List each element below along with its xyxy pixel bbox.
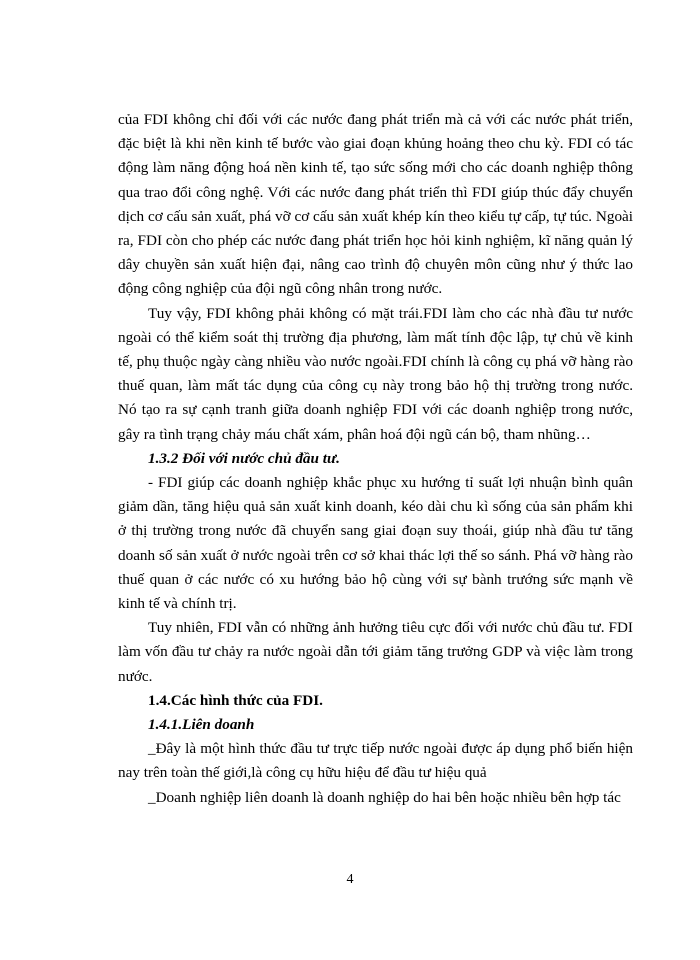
heading-1-3-2: 1.3.2 Đối với nước chủ đầu tư. (148, 449, 340, 467)
paragraph-joint-venture-intro: _Đây là một hình thức đầu tư trực tiếp nước ngoài được áp dụng phổ biến hiện nay trên toàn thế giới,là công cụ hữu hiệu để đầu tư hiệu quả (118, 740, 633, 782)
paragraph-fdi-drawbacks: Tuy vậy, FDI không phải không có mặt trái.FDI làm cho các nhà đầu tư nước ngoài có thể kiểm soát thị trường địa phương, làm mất tính độc lập, tự chủ về kinh tế, phụ thuộc ngày càng nhiều vào nước ngoài.FDI chính là công cụ phá vỡ hàng rào thuế quan, làm mất tác dụng của công cụ này trong bảo hộ thị trường trong nước. Nó tạo ra sự cạnh tranh giữa doanh nghiệp FDI với các doanh nghiệp trong nước, gây ra tình trạng chảy máu chất xám, phân hoá đội ngũ cán bộ, tham nhũng… (118, 304, 633, 443)
paragraph-investor-negatives: Tuy nhiên, FDI vẫn có những ảnh hưởng tiêu cực đối với nước chủ đầu tư. FDI làm vốn đầu tư chảy ra nước ngoài dẫn tới giảm tăng trưởng GDP và việc làm trong nước. (118, 619, 633, 685)
paragraph-fdi-benefits: của FDI không chỉ đối với các nước đang phát triển mà cả với các nước phát triển, đặc biệt là khi nền kinh tế bước vào giai đoạn khủng hoảng theo chu kỳ. FDI có tác động làm năng động hoá nền kinh tế, tạo sức sống mới cho các doanh nghiệp thông qua trao đổi công nghệ. Với các nước đang phát triển thì FDI giúp thúc đẩy chuyển dịch cơ cấu sản xuất, phá vỡ cơ cấu sản xuất khép kín theo kiểu tự cấp, tự túc. Ngoài ra, FDI còn cho phép các nước đang phát triển học hỏi kinh nghiệm, kĩ năng quản lý dây chuyền sản xuất hiện đại, nâng cao trình độ chuyên môn cũng như ý thức lao động công nghiệp của đội ngũ công nhân trong nước. (118, 111, 633, 298)
page-number: 4 (346, 872, 354, 887)
page-content (118, 108, 633, 810)
heading-1-4: 1.4.Các hình thức của FDI. (148, 691, 323, 709)
heading-1-4-1: 1.4.1.Liên doanh (148, 716, 255, 734)
paragraph-joint-venture-definition: _Doanh nghiệp liên doanh là doanh nghiệp do hai bên hoặc nhiều bên hợp tác (148, 788, 621, 806)
paragraph-investor-benefits: - FDI giúp các doanh nghiệp khắc phục xu hướng tỉ suất lợi nhuận bình quân giảm dần, tăng hiệu quả sản xuất kinh doanh, kéo dài chu kì sống của sản phẩm khi ở thị trường trong nước đã chuyển sang giai đoạn suy thoái, giúp nhà đầu tư tăng doanh số sản xuất ở nước ngoài trên cơ sở khai thác lợi thế so sánh. Phá vỡ hàng rào thuế quan ở các nước có xu hướng bảo hộ cùng với sự bành trướng sức mạnh về kinh tế và chính trị. (118, 474, 633, 613)
